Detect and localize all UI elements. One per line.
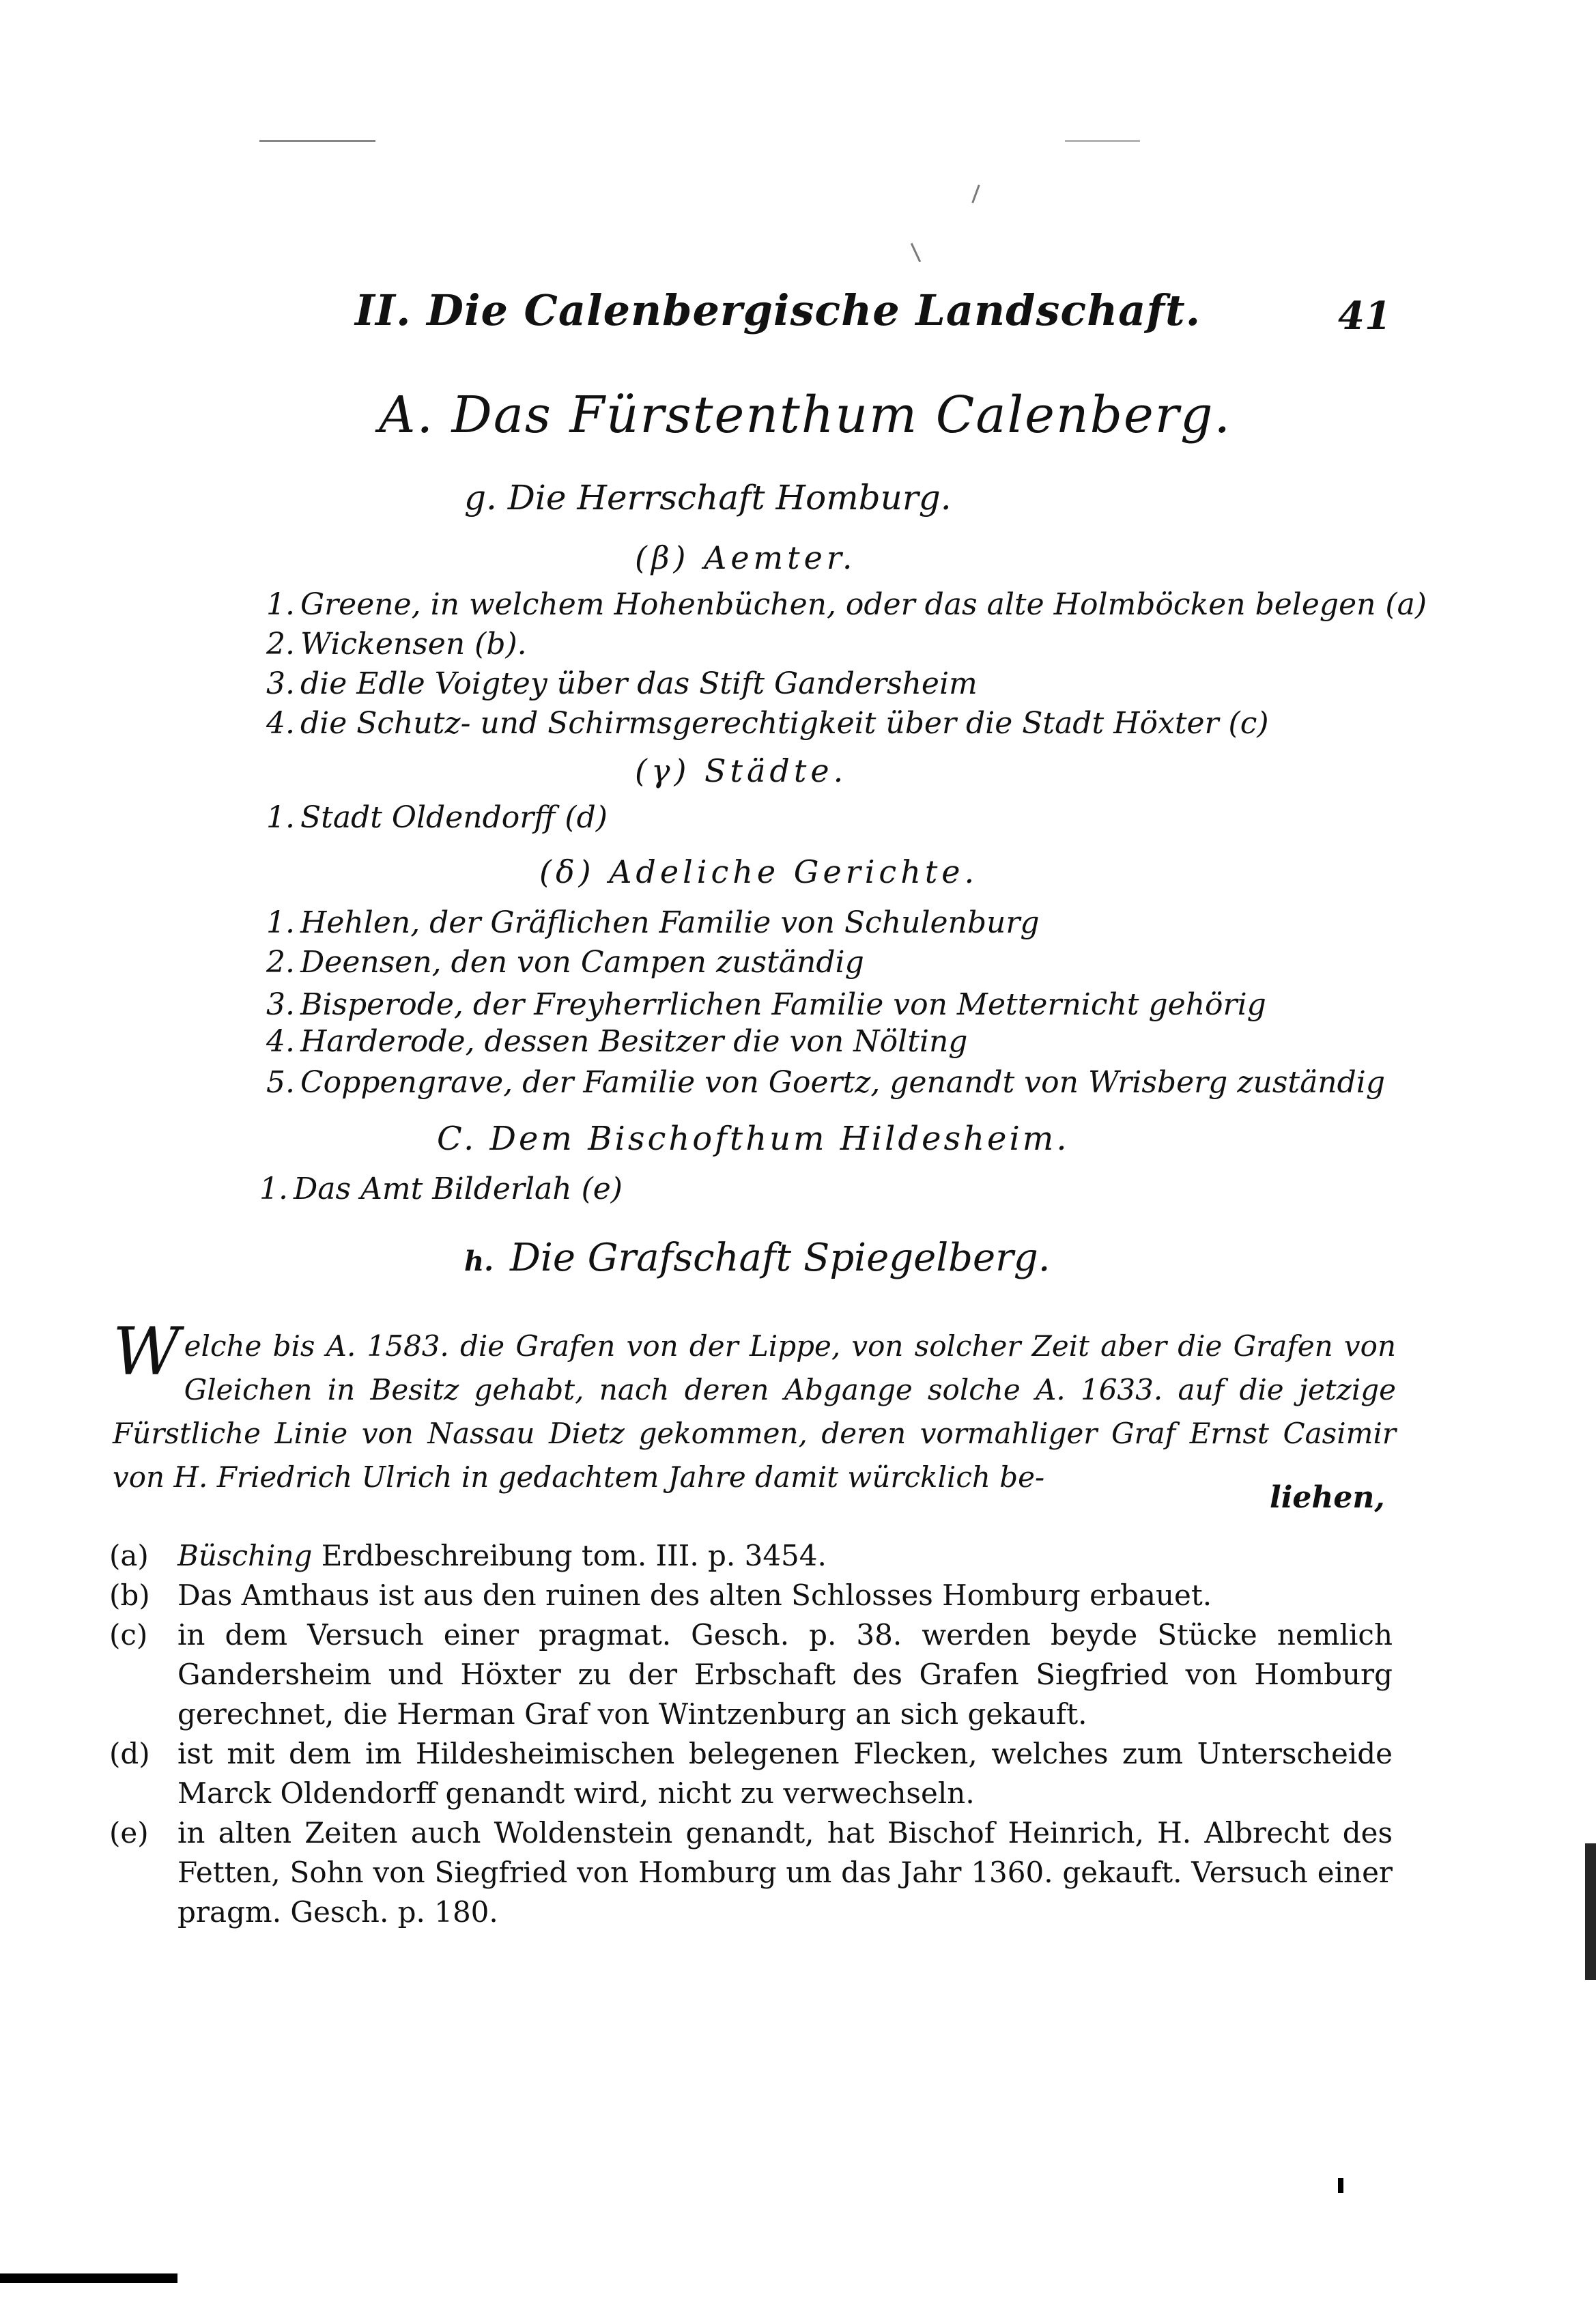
scan-artifact bbox=[1065, 140, 1140, 142]
list-item bbox=[259, 1172, 623, 1206]
footnote-mark: (a) bbox=[109, 1539, 149, 1572]
item-text: Bisperode, der Freyherrlichen Familie von Metternicht gehörig bbox=[300, 987, 1266, 1022]
item-number: 2. bbox=[266, 945, 295, 980]
scan-artifact bbox=[1338, 2178, 1343, 2193]
footnote-mark: (e) bbox=[109, 1816, 149, 1850]
footnote-mark: (c) bbox=[109, 1618, 148, 1652]
footnote-text: in alten Zeiten auch Woldenstein genandt, hat Bischof Heinrich, H. Albrecht des Fetten, Sohn von Siegfried von Homburg um das Jahr 1360. gekauft. Versuch einer pragm. Gesch. p. 180. bbox=[177, 1816, 1393, 1929]
scan-edge bbox=[0, 2273, 177, 2283]
item-text: Greene, in welchem Hohenbüchen, oder das alte Holmböcken belegen (a) bbox=[300, 587, 1427, 622]
list-item bbox=[266, 666, 978, 701]
list-item bbox=[266, 587, 1427, 622]
list-item bbox=[266, 905, 1040, 940]
item-text: Harderode, dessen Besitzer die von Nölting bbox=[300, 1024, 968, 1059]
list-item bbox=[266, 627, 527, 662]
item-number: 1. bbox=[266, 587, 295, 622]
aemter-heading: (β) Aemter. bbox=[635, 539, 857, 576]
section-letter: h. bbox=[464, 1245, 494, 1277]
grafschaft-title bbox=[464, 1236, 1051, 1280]
item-text: Deensen, den von Campen zuständig bbox=[300, 945, 864, 980]
item-text: die Schutz- und Schirmsgerechtigkeit über die Stadt Höxter (c) bbox=[300, 706, 1269, 741]
catchword: liehen, bbox=[1270, 1480, 1385, 1515]
item-text: Wickensen (b). bbox=[300, 627, 527, 662]
list-item bbox=[266, 800, 608, 835]
scan-artifact bbox=[259, 140, 375, 142]
drop-initial: W bbox=[113, 1314, 180, 1390]
page-number: 41 bbox=[1338, 294, 1391, 339]
footnote bbox=[109, 1576, 1393, 1615]
footnote-mark: (b) bbox=[109, 1578, 150, 1612]
footnote-text: in dem Versuch einer pragmat. Gesch. p. 38. werden beyde Stücke nemlich Gandersheim und Höxter zu der Erbschaft des Grafen Siegfried von Homburg gerechnet, die Herman Graf von Wintzenburg an sich gekauft. bbox=[177, 1618, 1393, 1731]
scan-edge bbox=[1585, 1843, 1596, 1980]
item-number: 5. bbox=[266, 1065, 295, 1100]
list-item bbox=[266, 987, 1266, 1022]
bischofthum-heading: C. Dem Bischofthum Hildesheim. bbox=[437, 1120, 1070, 1158]
item-number: 4. bbox=[266, 1024, 295, 1059]
list-item bbox=[266, 1024, 967, 1059]
body-paragraph bbox=[113, 1314, 1396, 1499]
item-text: Hehlen, der Gräflichen Familie von Schulenburg bbox=[300, 905, 1040, 940]
staedte-heading: (γ) Städte. bbox=[635, 752, 848, 789]
scan-artifact bbox=[911, 243, 921, 262]
item-text: Coppengrave, der Familie von Goertz, genandt von Wrisberg zuständig bbox=[300, 1065, 1386, 1100]
footnote-text: Das Amthaus ist aus den ruinen des alten Schlosses Homburg erbauet. bbox=[177, 1578, 1212, 1612]
section-title: A. Das Fürstenthum Calenberg. bbox=[379, 386, 1232, 444]
footnote bbox=[109, 1536, 1393, 1576]
item-number: 2. bbox=[266, 627, 295, 662]
item-text: Das Amt Bilderlah (e) bbox=[294, 1172, 623, 1206]
item-number: 1. bbox=[259, 1172, 288, 1206]
running-title: II. Die Calenbergische Landschaft. bbox=[355, 285, 1201, 335]
item-number: 4. bbox=[266, 706, 295, 741]
footnote bbox=[109, 1813, 1393, 1932]
list-item bbox=[266, 945, 864, 980]
item-text: Stadt Oldendorff (d) bbox=[300, 800, 608, 835]
footnote-text: ist mit dem im Hildesheimischen belegenen Flecken, welches zum Unterscheide Marck Oldendorff genandt wird, nicht zu verwechseln. bbox=[177, 1737, 1393, 1810]
grafschaft-title-text: Die Grafschaft Spiegelberg. bbox=[510, 1236, 1051, 1280]
item-text: die Edle Voigtey über das Stift Gandersheim bbox=[300, 666, 978, 701]
paragraph-text: elche bis A. 1583. die Grafen von der Lippe, von solcher Zeit aber die Grafen von Gleichen in Besitz gehabt, nach deren Abgange solche A. 1633. auf die jetzige Fürstliche Linie von Nassau Dietz gekommen, deren vormahliger Graf Ernst Casimir von H. Friedrich Ulrich in gedachtem Jahre damit würcklich be- bbox=[113, 1329, 1396, 1494]
subsection-title: g. Die Herrschaft Homburg. bbox=[464, 478, 952, 518]
footnotes bbox=[109, 1536, 1393, 1932]
item-number: 1. bbox=[266, 905, 295, 940]
item-number: 3. bbox=[266, 666, 295, 701]
list-item bbox=[266, 706, 1269, 741]
list-item bbox=[266, 1065, 1385, 1100]
gerichte-heading: (δ) Adeliche Gerichte. bbox=[539, 853, 979, 890]
item-number: 3. bbox=[266, 987, 295, 1022]
footnote bbox=[109, 1615, 1393, 1734]
footnote-text: Erdbeschreibung tom. III. p. 3454. bbox=[312, 1539, 827, 1572]
item-number: 1. bbox=[266, 800, 295, 835]
scan-artifact bbox=[971, 184, 980, 203]
footnote-mark: (d) bbox=[109, 1737, 150, 1770]
footnote bbox=[109, 1734, 1393, 1813]
footnote-italic: Büsching bbox=[177, 1539, 313, 1572]
